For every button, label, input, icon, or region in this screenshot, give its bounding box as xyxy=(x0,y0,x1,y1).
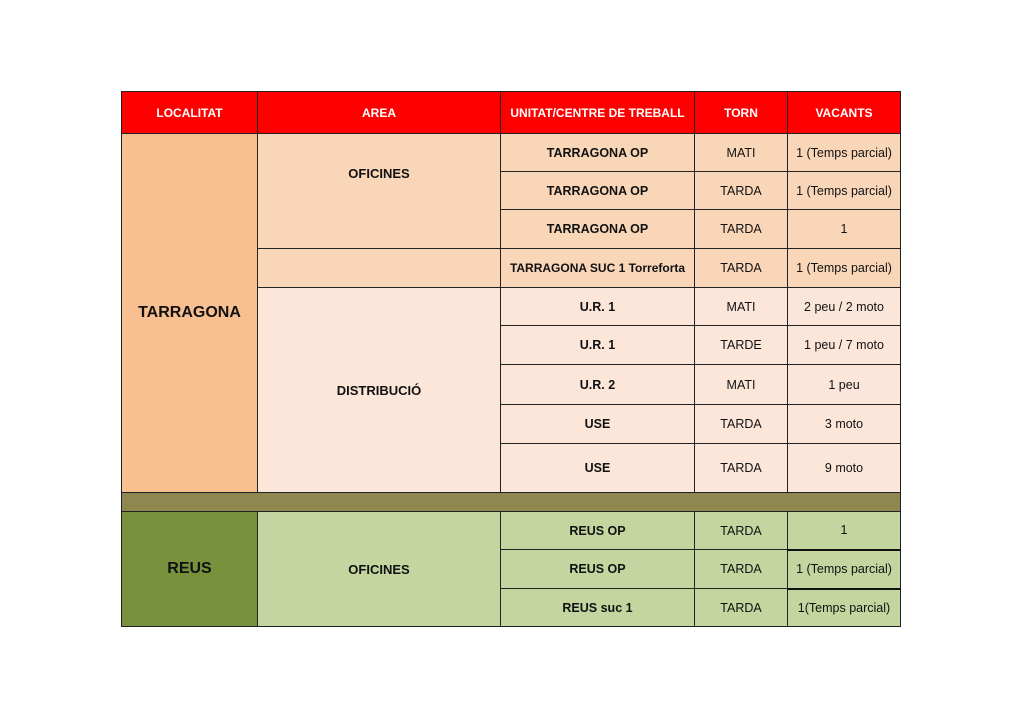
localitat-tarragona: TARRAGONA xyxy=(122,134,258,493)
table-row xyxy=(122,134,901,172)
vacants-cell: 1 (Temps parcial) xyxy=(788,249,901,288)
torn-cell: TARDA xyxy=(695,172,788,210)
separator-row xyxy=(122,493,901,512)
torn-cell: TARDA xyxy=(695,589,788,627)
unitat-cell: TARRAGONA OP xyxy=(501,210,695,249)
vacancies-table xyxy=(121,91,901,627)
unitat-cell: U.R. 1 xyxy=(501,288,695,326)
area-oficines-tarragona: OFICINES xyxy=(258,134,501,249)
header-vacants: VACANTS xyxy=(788,92,901,134)
unitat-cell: U.R. 2 xyxy=(501,365,695,405)
header-row xyxy=(122,92,901,134)
header-localitat: LOCALITAT xyxy=(122,92,258,134)
header-area: AREA xyxy=(258,92,501,134)
torn-cell: TARDA xyxy=(695,210,788,249)
header-torn: TORN xyxy=(695,92,788,134)
unitat-cell: USE xyxy=(501,444,695,493)
torn-cell: TARDA xyxy=(695,405,788,444)
vacants-cell: 1 (Temps parcial) xyxy=(788,550,901,589)
torn-cell: MATI xyxy=(695,134,788,172)
vacants-cell: 9 moto xyxy=(788,444,901,493)
torn-cell: TARDA xyxy=(695,249,788,288)
vacants-cell: 1 (Temps parcial) xyxy=(788,134,901,172)
torn-cell: MATI xyxy=(695,288,788,326)
vacants-cell: 1 xyxy=(788,210,901,249)
vacants-cell: 1(Temps parcial) xyxy=(788,589,901,627)
vacants-cell: 1 (Temps parcial) xyxy=(788,172,901,210)
separator-cell xyxy=(122,493,901,512)
torn-cell: MATI xyxy=(695,365,788,405)
unitat-cell: TARRAGONA SUC 1 Torreforta xyxy=(501,249,695,288)
unitat-cell: REUS suc 1 xyxy=(501,589,695,627)
area-distribucio: DISTRIBUCIÓ xyxy=(258,288,501,493)
vacants-cell: 2 peu / 2 moto xyxy=(788,288,901,326)
unitat-cell: TARRAGONA OP xyxy=(501,134,695,172)
torn-cell: TARDA xyxy=(695,444,788,493)
vacants-cell: 1 xyxy=(788,512,901,550)
localitat-reus: REUS xyxy=(122,512,258,627)
unitat-cell: REUS OP xyxy=(501,512,695,550)
torn-cell: TARDA xyxy=(695,550,788,589)
unitat-cell: REUS OP xyxy=(501,550,695,589)
vacants-cell: 3 moto xyxy=(788,405,901,444)
area-empty-cell xyxy=(258,249,501,288)
torn-cell: TARDA xyxy=(695,512,788,550)
torn-cell: TARDE xyxy=(695,326,788,365)
table-row xyxy=(122,512,901,550)
vacants-cell: 1 peu / 7 moto xyxy=(788,326,901,365)
unitat-cell: USE xyxy=(501,405,695,444)
area-oficines-reus: OFICINES xyxy=(258,512,501,627)
unitat-cell: U.R. 1 xyxy=(501,326,695,365)
header-unitat: UNITAT/CENTRE DE TREBALL xyxy=(501,92,695,134)
unitat-cell: TARRAGONA OP xyxy=(501,172,695,210)
vacants-cell: 1 peu xyxy=(788,365,901,405)
